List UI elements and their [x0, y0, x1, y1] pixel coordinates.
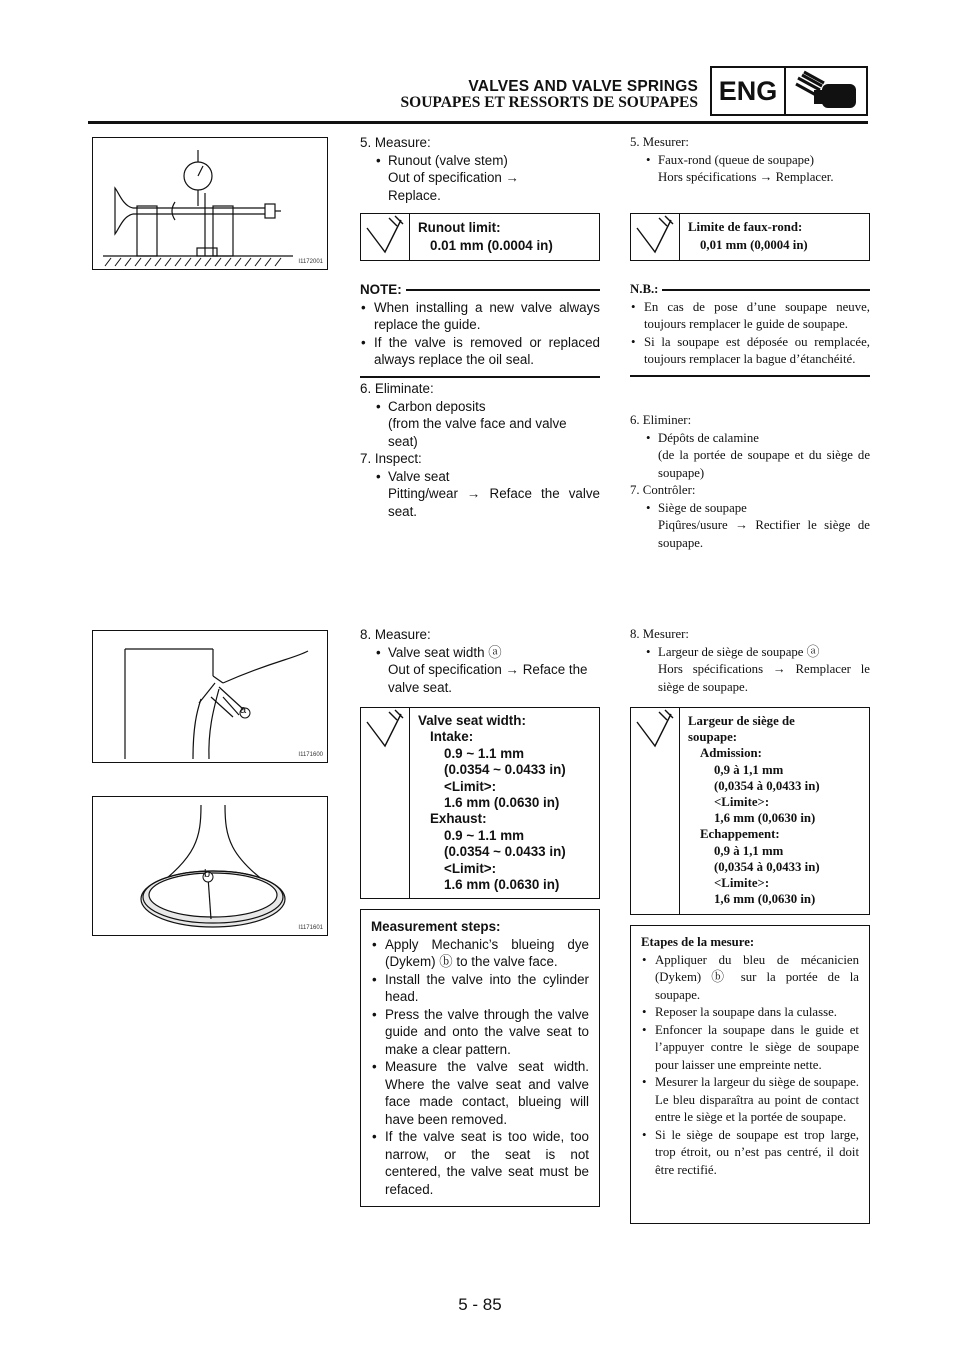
measurement-steps-box-fr — [630, 925, 870, 1224]
spec-line: 1.6 mm (0.0630 in) — [444, 795, 560, 811]
step-bullet: • Valve seat width ⓐ — [374, 644, 600, 662]
spec-title: Limite de faux-rond: — [688, 220, 803, 234]
step-label: 8. Mesurer: — [630, 627, 689, 641]
box-item: • Mesurer la largeur du siège de soupape. Le bleu disparaîtra au point de contact entre le siège et la portée de soupape. — [641, 1074, 859, 1127]
spec-line: Admission: — [700, 746, 762, 761]
step-detail: Hors spécifications → Remplacer. — [658, 170, 834, 184]
label-b: b — [204, 868, 211, 880]
step-label: 5. Mesurer: — [630, 135, 689, 149]
box-item: • Appliquer du bleu de mécanicien (Dykem) ⓑ sur la portée de la soupape. — [641, 952, 859, 1005]
spec-line: Valve seat width: — [418, 713, 526, 728]
step-detail: Hors spécifications → Remplacer le siège de soupape. — [658, 662, 870, 694]
note-head: N.B.: — [630, 282, 659, 296]
box-item: • Press the valve through the valve guide and onto the valve seat to make a clear pattern. — [371, 1006, 589, 1059]
spec-line: Intake: — [430, 729, 474, 745]
spec-line: 0.9 ~ 1.1 mm — [444, 745, 525, 761]
figure-code: I1171601 — [298, 925, 323, 931]
note-item: • Si la soupape est déposée ou remplacée, toujours remplacer la bague d’étanchéité. — [630, 334, 870, 369]
step-bullet: • Runout (valve stem) — [374, 152, 600, 170]
section-label: ENG — [710, 66, 786, 116]
header-rule — [88, 121, 868, 124]
step-label: 6. Eliminate: — [360, 381, 434, 396]
measurement-steps-box — [360, 909, 600, 1207]
spec-value: 0.01 mm (0.0004 in) — [430, 237, 553, 253]
box-title: Etapes de la mesure: — [641, 935, 755, 949]
box-item: • Si le siège de soupape est trop large, trop étroit, ou n’est pas centré, il doit être rectifié. — [641, 1127, 859, 1180]
figure-code: I1172001 — [298, 259, 323, 265]
step-detail: Out of specification → — [388, 170, 519, 185]
box-item: • Install the valve into the cylinder head. — [371, 971, 589, 1006]
spec-title: Runout limit: — [418, 220, 501, 235]
runout-figure — [92, 137, 328, 270]
box-item: • Enfoncer la soupape dans le guide et l’appuyer contre le siège de soupape pour laisser une empreinte nette. — [641, 1022, 859, 1075]
step-label: 5. Measure: — [360, 135, 431, 150]
spec-line: (0,0354 à 0,0433 in) — [714, 778, 820, 793]
step-bullet: • Carbon deposits — [374, 398, 600, 416]
fr-note — [630, 281, 870, 377]
spec-line: (0.0354 ~ 0.0433 in) — [444, 844, 566, 860]
spec-value: 0,01 mm (0,0004 in) — [700, 237, 808, 252]
note-item: • If the valve is removed or replaced always replace the oil seal. — [360, 334, 600, 369]
step-bullet: • Faux-rond (queue de soupape) — [644, 152, 870, 170]
step-label: 7. Inspect: — [360, 451, 422, 466]
caliper-icon — [631, 214, 680, 260]
spec-line: <Limite>: — [714, 795, 770, 810]
spec-line: <Limite>: — [714, 876, 770, 891]
en-step-8 — [360, 626, 600, 696]
box-item: • Reposer la soupape dans la culasse. — [641, 1004, 859, 1022]
en-note — [360, 281, 600, 378]
step-label: 8. Measure: — [360, 627, 431, 642]
spec-line: 1,6 mm (0,0630 in) — [714, 811, 816, 826]
caliper-icon — [631, 708, 680, 914]
section-title-en: VALVES AND VALVE SPRINGS — [468, 78, 698, 95]
step-bullet: • Valve seat — [374, 468, 600, 486]
note-item: • When installing a new valve always replace the guide. — [360, 299, 600, 334]
spec-line: (0,0354 à 0,0433 in) — [714, 859, 820, 874]
step-label: 7. Contrôler: — [630, 483, 696, 497]
step-bullet: • Largeur de siège de soupape ⓐ — [644, 644, 870, 662]
fr-step-5 — [630, 134, 870, 187]
spec-line: Largeur de siège de — [688, 714, 795, 728]
seat-width-spec-box-fr — [630, 707, 870, 915]
step-label: 6. Eliminer: — [630, 413, 692, 427]
box-item: • Apply Mechanic’s blueing dye (Dykem) ⓑ to the valve face. — [371, 936, 589, 971]
step-detail: (de la portée de soupape et du siège de soupape) — [658, 448, 870, 480]
spec-line: <Limit>: — [444, 860, 497, 876]
page-number: 5 - 85 — [458, 1295, 502, 1314]
en-step-6-7 — [360, 380, 600, 520]
section-title-fr: SOUPAPES ET RESSORTS DE SOUPAPES — [400, 94, 698, 111]
step-detail: Replace. — [388, 187, 441, 203]
spec-line: 1.6 mm (0.0630 in) — [444, 877, 560, 893]
note-item: • En cas de pose d’une soupape neuve, toujours remplacer le guide de soupape. — [630, 299, 870, 334]
runout-spec-box-fr — [630, 213, 870, 261]
box-title: Measurement steps: — [371, 919, 501, 934]
spec-line: 1,6 mm (0,0630 in) — [714, 892, 816, 907]
step-detail: Piqûres/usure → Rectifier le siège de soupape. — [658, 518, 870, 550]
step-detail: Out of specification → Reface the valve seat. — [388, 662, 588, 695]
spec-line: 0.9 ~ 1.1 mm — [444, 827, 525, 843]
step-detail: Pitting/wear → Reface the valve seat. — [388, 486, 600, 519]
label-a: a — [240, 704, 247, 716]
en-step-5 — [360, 134, 600, 204]
note-head: NOTE: — [360, 282, 402, 297]
seat-width-spec-box — [360, 707, 600, 899]
runout-spec-box — [360, 213, 600, 261]
valve-seat-width-figure — [92, 630, 328, 763]
valve-face-figure — [92, 796, 328, 936]
fr-step-6-7 — [630, 412, 870, 552]
step-detail: (from the valve face and valve seat) — [388, 416, 567, 449]
spec-line: <Limit>: — [444, 778, 497, 794]
spec-line: (0.0354 ~ 0.0433 in) — [444, 762, 566, 778]
step-bullet: • Dépôts de calamine — [644, 430, 870, 448]
step-bullet: • Siège de soupape — [644, 500, 870, 518]
engine-icon — [786, 66, 868, 116]
spec-line: Echappement: — [700, 827, 780, 842]
caliper-icon — [361, 708, 410, 898]
figure-code: I1171600 — [298, 752, 323, 758]
fr-step-8 — [630, 626, 870, 696]
box-item: • Measure the valve seat width. Where the valve seat and valve face made contact, blueing will have been removed. — [371, 1058, 589, 1128]
caliper-icon — [361, 214, 410, 260]
box-item: • If the valve seat is too wide, too narrow, or the seat is not centered, the valve seat must be refaced. — [371, 1128, 589, 1198]
spec-line: 0,9 à 1,1 mm — [714, 843, 784, 858]
spec-line: Exhaust: — [430, 811, 487, 827]
spec-line: soupape: — [688, 730, 738, 745]
spec-line: 0,9 à 1,1 mm — [714, 762, 784, 777]
